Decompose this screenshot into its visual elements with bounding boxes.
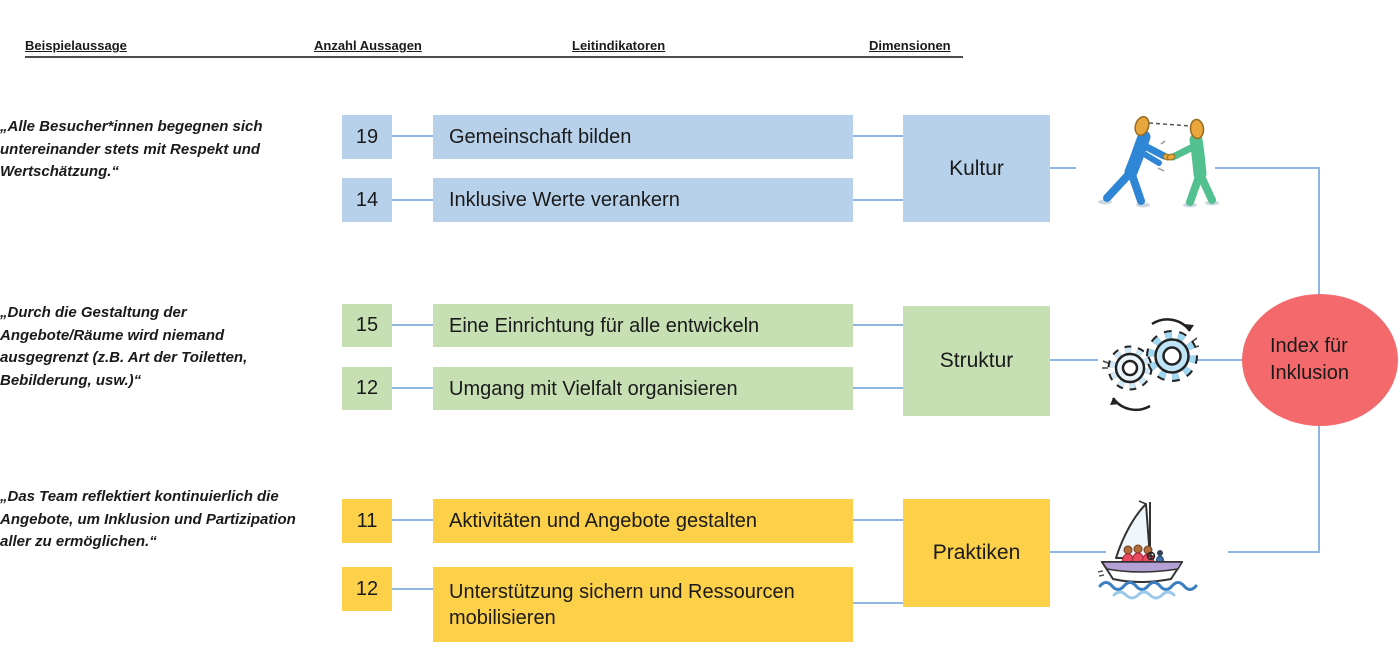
connector-line — [853, 324, 903, 326]
connector-line — [1050, 167, 1076, 169]
count-box-kultur-1: 19 — [342, 115, 392, 159]
people-greeting-icon — [1095, 110, 1220, 215]
connector-line — [392, 588, 433, 590]
example-statement-praktiken: „Das Team reflektiert kontinuierlich die Angebote, um Inklusion und Partizipation aller zu ermöglichen.“ — [0, 488, 296, 550]
connector-line — [1194, 359, 1244, 361]
connector-line — [1228, 551, 1320, 553]
count-box-praktiken-2: 12 — [342, 567, 392, 611]
connector-line — [853, 387, 903, 389]
connector-line — [392, 387, 433, 389]
connector-line — [853, 519, 903, 521]
connector-line — [853, 135, 903, 137]
dimension-box-praktiken: Praktiken — [903, 499, 1050, 607]
connector-line — [1318, 426, 1320, 553]
column-header-dimensionen: Dimensionen — [869, 38, 951, 53]
connector-line — [1215, 167, 1320, 169]
column-header-leitindikatoren: Leitindikatoren — [572, 38, 666, 53]
count-box-kultur-2: 14 — [342, 178, 392, 222]
dimension-box-struktur: Struktur — [903, 306, 1050, 416]
indicator-box-struktur-2: Umgang mit Vielfalt organisieren — [433, 367, 853, 410]
indicator-box-praktiken-1: Aktivitäten und Angebote gestalten — [433, 499, 853, 543]
dimension-box-kultur: Kultur — [903, 115, 1050, 222]
column-header-anzahl-aussagen: Anzahl Aussagen — [314, 38, 422, 53]
gears-icon — [1100, 312, 1200, 412]
indicator-box-kultur-2: Inklusive Werte verankern — [433, 178, 853, 222]
count-box-struktur-2: 12 — [342, 367, 392, 410]
connector-line — [392, 519, 433, 521]
connector-line — [1050, 359, 1098, 361]
connector-line — [392, 135, 433, 137]
connector-line — [853, 602, 903, 604]
example-statement-kultur: „Alle Besucher*innen begegnen sich untereinander stets mit Respekt und Wertschätzung.“ — [0, 118, 263, 180]
indicator-box-praktiken-2: Unterstützung sichern und Ressourcen mobilisieren — [433, 567, 853, 642]
indicator-box-kultur-1: Gemeinschaft bilden — [433, 115, 853, 159]
connector-line — [853, 199, 903, 201]
index-circle — [1242, 294, 1398, 426]
indicator-box-struktur-1: Eine Einrichtung für alle entwickeln — [433, 304, 853, 347]
column-header-beispielaussage: Beispielaussage — [25, 38, 127, 53]
index-circle-label: Index für Inklusion — [1270, 335, 1349, 384]
count-box-struktur-1: 15 — [342, 304, 392, 347]
header-rule — [25, 56, 963, 58]
connector-line — [1318, 167, 1320, 295]
connector-line — [392, 324, 433, 326]
count-box-praktiken-1: 11 — [342, 499, 392, 543]
example-statement-struktur: „Durch die Gestaltung der Angebote/Räume wird niemand ausgegrenzt (z.B. Art der Toiletten, Bebilderung, usw.)“ — [0, 304, 248, 389]
sailboat-icon — [1098, 498, 1228, 606]
connector-line — [392, 199, 433, 201]
